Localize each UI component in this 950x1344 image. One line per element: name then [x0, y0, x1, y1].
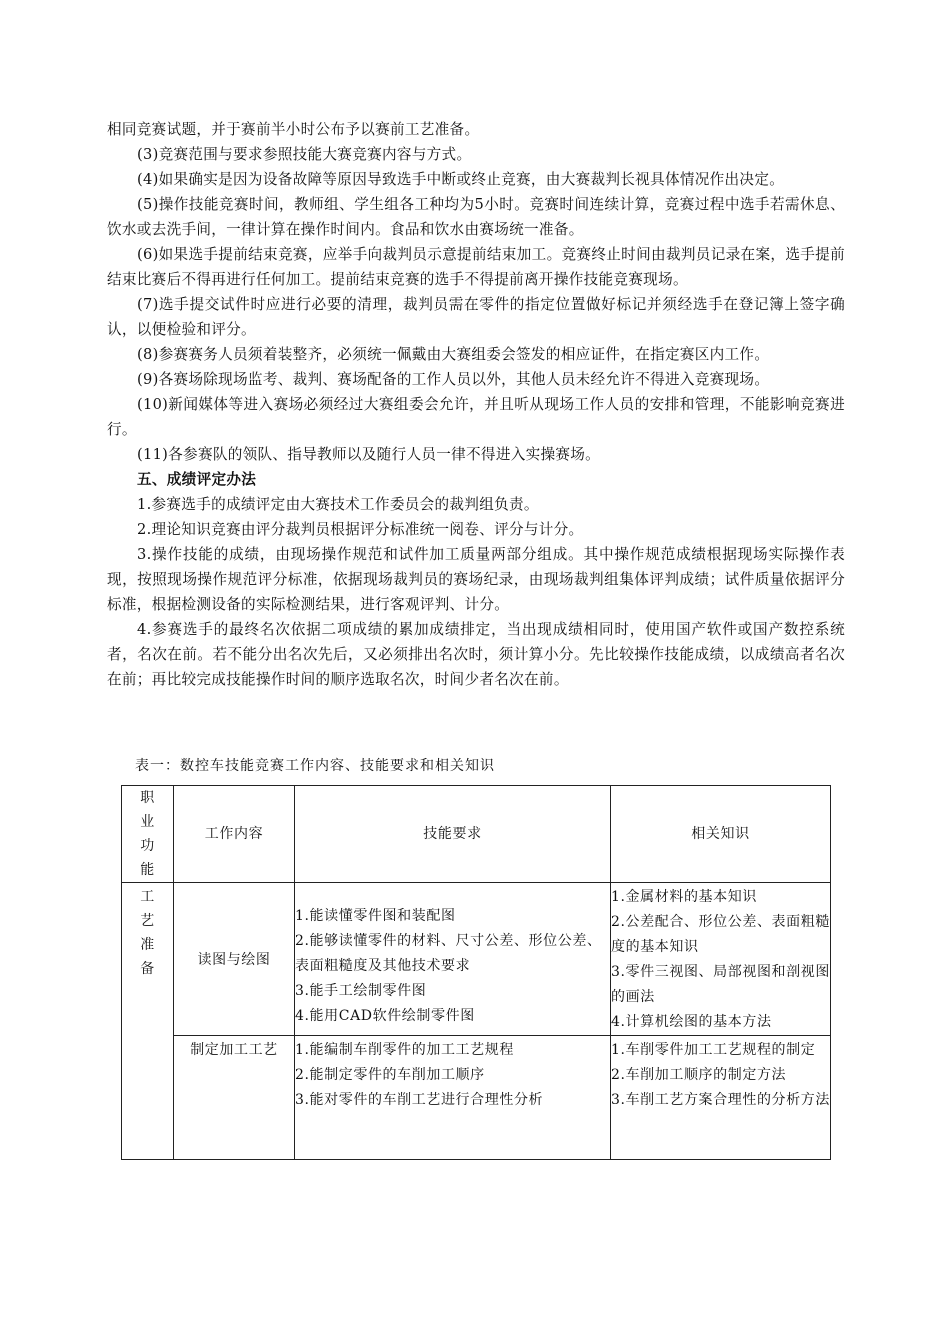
- paragraph-rule-5: (5)操作技能竞赛时间，教师组、学生组各工种均为5小时。竞赛时间连续计算，竞赛过程中选手若需休息、饮水或去洗手间，一律计算在操作时间内。食品和饮水由赛场统一准备。: [107, 196, 845, 238]
- list-item: 2.公差配合、形位公差、表面粗糙度的基本知识: [611, 914, 830, 955]
- table-row: [122, 1036, 831, 1160]
- paragraph-rule-10: (10)新闻媒体等进入赛场必须经过大赛组委会允许，并且听从现场工作人员的安排和管理，不能影响竞赛进行。: [107, 396, 845, 438]
- paragraph-rule-3: (3)竞赛范围与要求参照技能大赛竞赛内容与方式。: [137, 146, 472, 163]
- header-skills: 技能要求: [295, 786, 611, 883]
- paragraph-score-4: 4.参赛选手的最终名次依据二项成绩的累加成绩排定，当出现成绩相同时，使用国产软件或国产数控系统者，名次在前。若不能分出名次先后，又必须排出名次时，须计算小分。先比较操作技能成绩，以成绩高者名次在前；再比较完成技能操作时间的顺序选取名次，时间少者名次在前。: [107, 621, 845, 688]
- list-item: 4.计算机绘图的基本方法: [611, 1014, 772, 1030]
- header-content: 工作内容: [174, 786, 295, 883]
- list-item: 3.车削工艺方案合理性的分析方法: [611, 1092, 830, 1108]
- paragraph-score-2: 2.理论知识竞赛由评分裁判员根据评分标准统一阅卷、评分与计分。: [137, 521, 584, 538]
- paragraph-continuation: 相同竞赛试题，并于赛前半小时公布予以赛前工艺准备。: [107, 121, 480, 138]
- list-item: 1.金属材料的基本知识: [611, 889, 757, 905]
- skills-cell: [295, 1036, 611, 1160]
- list-item: 2.能够读懂零件的材料、尺寸公差、形位公差、表面粗糙度及其他技术要求: [295, 932, 602, 974]
- list-item: 3.能对零件的车削工艺进行合理性分析: [295, 1092, 544, 1108]
- list-item: 1.能读懂零件图和装配图: [295, 907, 456, 924]
- paragraph-score-1: 1.参赛选手的成绩评定由大赛技术工作委员会的裁判组负责。: [137, 496, 539, 513]
- list-item: 4.能用CAD软件绘制零件图: [295, 1007, 475, 1024]
- content-cell: 制定加工工艺: [174, 1036, 295, 1160]
- paragraph-rule-4: (4)如果确实是因为设备故障等原因导致选手中断或终止竞赛，由大赛裁判长视具体情况作出决定。: [137, 171, 785, 188]
- list-item: 2.车削加工顺序的制定方法: [611, 1067, 787, 1083]
- paragraph-rule-9: (9)各赛场除现场监考、裁判、赛场配备的工作人员以外，其他人员未经允许不得进入竞赛现场。: [137, 371, 770, 388]
- table-header-row: [122, 786, 831, 883]
- list-item: 2.能制定零件的车削加工顺序: [295, 1067, 485, 1083]
- paragraph-rule-11: (11)各参赛队的领队、指导教师以及随行人员一律不得进入实操赛场。: [137, 446, 601, 463]
- paragraph-rule-7: (7)选手提交试件时应进行必要的清理，裁判员需在零件的指定位置做好标记并须经选手在登记簿上签字确认，以便检验和评分。: [107, 296, 845, 338]
- header-function: 职业功能: [122, 786, 174, 883]
- paragraph-rule-6: (6)如果选手提前结束竞赛，应举手向裁判员示意提前结束加工。竞赛终止时间由裁判员记录在案，选手提前结束比赛后不得再进行任何加工。提前结束竞赛的选手不得提前离开操作技能竞赛现场。: [107, 246, 845, 288]
- function-cell: 工艺准备: [122, 883, 174, 1160]
- table-caption: 表一：数控车技能竞赛工作内容、技能要求和相关知识: [135, 758, 495, 774]
- knowledge-cell: [611, 1036, 831, 1160]
- list-item: 1.车削零件加工工艺规程的制定: [611, 1042, 816, 1058]
- knowledge-cell: [611, 883, 831, 1036]
- list-item: 1.能编制车削零件的加工工艺规程: [295, 1042, 514, 1058]
- skills-table: [121, 785, 831, 1160]
- skills-cell: [295, 883, 611, 1036]
- header-knowledge: 相关知识: [611, 786, 831, 883]
- list-item: 3.能手工绘制零件图: [295, 982, 427, 999]
- paragraph-score-3: 3.操作技能的成绩，由现场操作规范和试件加工质量两部分组成。其中操作规范成绩根据现场实际操作表现，按照现场操作规范评分标准，依据现场裁判员的赛场纪录，由现场裁判组集体评判成绩；试件质量依据评分标准，根据检测设备的实际检测结果，进行客观评判、计分。: [107, 546, 845, 613]
- section-heading: 五、成绩评定办法: [137, 471, 257, 488]
- list-item: 3.零件三视图、局部视图和剖视图的画法: [611, 964, 830, 1005]
- content-cell: 读图与绘图: [174, 883, 295, 1036]
- paragraph-rule-8: (8)参赛赛务人员须着装整齐，必须统一佩戴由大赛组委会签发的相应证件，在指定赛区内工作。: [137, 346, 770, 363]
- table-row: [122, 883, 831, 1036]
